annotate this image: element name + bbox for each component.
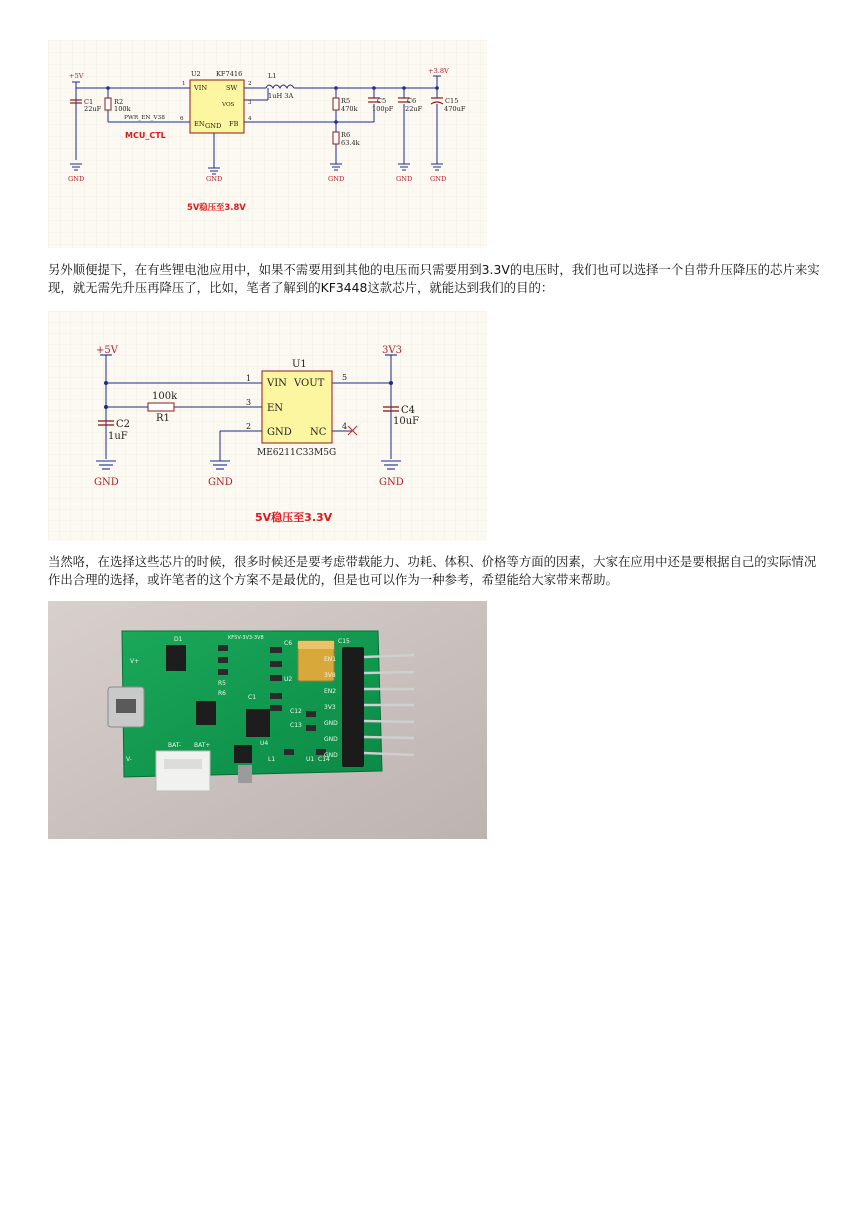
pin-1: 1 bbox=[182, 81, 186, 87]
silk-pin-1: EN1 bbox=[324, 656, 337, 663]
c6-value: 22uF bbox=[405, 105, 423, 113]
u1-ref: U1 bbox=[292, 359, 307, 370]
silk-pin-7: GND bbox=[324, 752, 338, 759]
silk-u2: U2 bbox=[284, 676, 293, 683]
silk-u1: U1 bbox=[306, 756, 315, 763]
mcu-ctl-label: MCU_CTL bbox=[125, 131, 166, 140]
net-in-label-2: +5V bbox=[96, 345, 118, 356]
pin-en-2: EN bbox=[267, 403, 284, 414]
silk-c15: C15 bbox=[338, 638, 350, 645]
r6-ref: R6 bbox=[341, 131, 351, 139]
pin-sw: SW bbox=[226, 84, 238, 92]
silk-vplus: V+ bbox=[130, 658, 140, 665]
silk-bat-plus: BAT+ bbox=[194, 742, 211, 749]
pin-fb: FB bbox=[229, 120, 239, 128]
c15-ref: C15 bbox=[445, 97, 459, 105]
silk-board-name: KF5V-3V3-3V8 bbox=[228, 635, 264, 641]
pin-2-2: 2 bbox=[246, 422, 252, 431]
c5-ref: C5 bbox=[377, 97, 387, 105]
r5-ref: R5 bbox=[341, 97, 351, 105]
paragraph-2: 当然咯，在选择这些芯片的时候，很多时候还是要考虑带载能力、功耗、体积、价格等方面的因素，大家在应用中还是要根据自己的实际情况作出合理的选择，或许笔者的这个方案不是最优的，但是也可以作为一种参考，希望能给大家带来帮助。 bbox=[48, 554, 817, 587]
pin-gnd-2: GND bbox=[267, 427, 292, 438]
c4-ref: C4 bbox=[401, 405, 416, 416]
pin-2: 2 bbox=[248, 81, 252, 87]
silk-r6: R6 bbox=[218, 690, 226, 697]
pcb-photo bbox=[48, 601, 487, 839]
net-out-label: +3.8V bbox=[428, 67, 449, 75]
pin-gnd: GND bbox=[205, 122, 222, 130]
pin-4: 4 bbox=[248, 116, 252, 122]
pin-3: 3 bbox=[248, 100, 252, 106]
u2-part: KF7416 bbox=[216, 70, 243, 78]
silk-c12: C12 bbox=[290, 708, 302, 715]
pin-vin: VIN bbox=[194, 84, 208, 92]
c2-ref: C2 bbox=[116, 419, 131, 430]
pin-3-2: 3 bbox=[246, 398, 252, 407]
pin-vout: VOUT bbox=[294, 378, 325, 389]
gnd-label-5: GND bbox=[430, 175, 447, 183]
silk-c1: C1 bbox=[248, 694, 257, 701]
pin-5-2: 5 bbox=[342, 373, 348, 382]
silk-pin-6: GND bbox=[324, 736, 338, 743]
gnd-label-2: GND bbox=[206, 175, 223, 183]
c6-ref: C6 bbox=[407, 97, 417, 105]
u2-ref: U2 bbox=[191, 70, 201, 78]
silk-pin-3: EN2 bbox=[324, 688, 337, 695]
silk-c13: C13 bbox=[290, 722, 302, 729]
r6-value: 63.4k bbox=[341, 139, 360, 147]
schematic-kf7416 bbox=[48, 40, 487, 248]
schematic-me6211 bbox=[48, 311, 487, 541]
c1-ref: C1 bbox=[84, 98, 94, 106]
c1-value: 22uF bbox=[84, 105, 102, 113]
pin-4-2: 4 bbox=[342, 422, 348, 431]
r2-ref: R2 bbox=[114, 98, 124, 106]
silk-pin-5: GND bbox=[324, 720, 338, 727]
r2-value: 100k bbox=[114, 105, 131, 113]
gnd-label-4: GND bbox=[396, 175, 413, 183]
gnd-label-8: GND bbox=[379, 477, 404, 488]
pin-nc: NC bbox=[310, 427, 327, 438]
net-out-label-2: 3V3 bbox=[382, 345, 402, 356]
gnd-label-6: GND bbox=[94, 477, 119, 488]
en-net-label: PWR_EN_V38 bbox=[124, 115, 165, 121]
silk-r5: R5 bbox=[218, 680, 226, 687]
r1-value: 100k bbox=[152, 391, 178, 402]
silk-c6: C6 bbox=[284, 640, 293, 647]
pin-1-2: 1 bbox=[246, 374, 252, 383]
r1-ref: R1 bbox=[156, 413, 170, 424]
c2-value: 1uF bbox=[108, 431, 128, 442]
gnd-label-3: GND bbox=[328, 175, 345, 183]
silk-l1: L1 bbox=[268, 756, 276, 763]
silk-pin-2: 3V8 bbox=[324, 672, 336, 679]
silk-d1: D1 bbox=[174, 636, 183, 643]
l1-value: 1uH 3A bbox=[268, 92, 294, 100]
net-in-label: +5V bbox=[69, 72, 84, 80]
u1-part: ME6211C33M5G bbox=[257, 448, 337, 458]
r5-value: 470k bbox=[341, 105, 358, 113]
c5-value: 100pF bbox=[372, 105, 394, 113]
paragraph-1: 另外顺便提下，在有些锂电池应用中，如果不需要用到其他的电压而只需要用到3.3V的电压时，我们也可以选择一个自带升压降压的芯片来实现，就无需先升压再降压了，比如，笔者了解到的KF3448这款芯片，就能达到我们的目的： bbox=[48, 262, 820, 295]
l1-ref: L1 bbox=[268, 72, 277, 80]
silk-c14: C14 bbox=[318, 756, 330, 763]
pin-6: 6 bbox=[180, 116, 184, 122]
pin-en: EN bbox=[194, 120, 205, 128]
pin-vos: VOS bbox=[222, 102, 235, 108]
silk-vminus: V- bbox=[126, 756, 132, 763]
gnd-label-1: GND bbox=[68, 175, 85, 183]
figure2-caption: 5V稳压至3.3V bbox=[255, 511, 333, 524]
silk-u4: U4 bbox=[260, 740, 269, 747]
c4-value: 10uF bbox=[393, 416, 420, 427]
figure1-caption: 5V稳压至3.8V bbox=[187, 202, 246, 212]
c15-value: 470uF bbox=[444, 105, 466, 113]
silk-bat-minus: BAT- bbox=[168, 742, 182, 749]
pin-vin-2: VIN bbox=[267, 378, 287, 389]
gnd-label-7: GND bbox=[208, 477, 233, 488]
silk-pin-4: 3V3 bbox=[324, 704, 336, 711]
